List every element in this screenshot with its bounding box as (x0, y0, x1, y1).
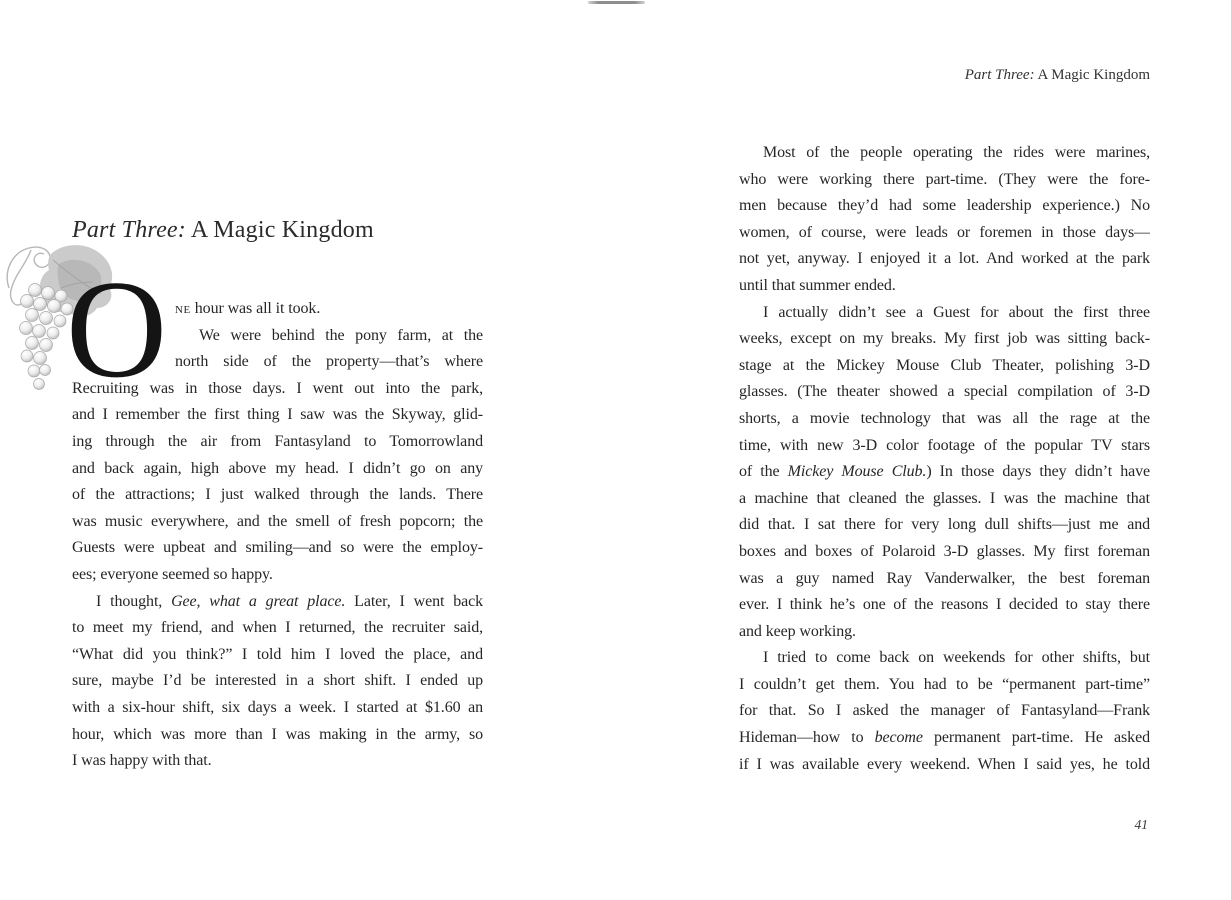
text-line (739, 592, 1150, 619)
text-segment: a machine that cleaned the glasses. I was the machine that (739, 489, 1150, 507)
text-segment: and back again, high above my head. I didn’t go on any (72, 459, 483, 477)
text-segment: permanent part-time. He asked (922, 729, 1150, 747)
text-line (739, 353, 1150, 380)
text-line (739, 167, 1150, 194)
text-segment: if I was available every weekend. When I said yes, he told (739, 755, 1150, 773)
text-line (739, 725, 1150, 752)
text-line (72, 509, 483, 536)
text-line (739, 273, 1150, 300)
text-line (739, 512, 1150, 539)
text-segment: women, of course, were leads or foremen in those days— (739, 223, 1150, 241)
text-segment: with a six-hour shift, six days a week. I started at $1.60 an (72, 698, 483, 716)
text-line (739, 300, 1150, 327)
text-line (72, 722, 483, 749)
text-line (72, 429, 483, 456)
italic-text: become (874, 729, 923, 747)
text-line (739, 698, 1150, 725)
text-line (739, 406, 1150, 433)
text-segment: sure, maybe I’d be interested in a short shift. I ended up (72, 672, 483, 690)
text-segment: Later, I went back (345, 592, 483, 610)
page-number: 41 (1134, 817, 1148, 832)
chapter-title-name: A Magic Kingdom (185, 217, 374, 243)
text-segment: Most of the people operating the rides were marines, (763, 144, 1150, 161)
left-page (66, 0, 483, 900)
text-segment: ) In those days they didn’t have (926, 463, 1150, 481)
text-segment: and I remember the first thing I saw was the Skyway, glid- (72, 406, 483, 424)
text-line (72, 535, 483, 562)
paragraph (739, 140, 1150, 300)
text-line (739, 326, 1150, 353)
text-segment: men because they’d had some leadership experience.) No (739, 197, 1150, 215)
text-segment: was music everywhere, and the smell of fresh popcorn; the (72, 512, 483, 530)
paragraph (72, 589, 483, 775)
text-line (175, 296, 483, 323)
text-line (72, 562, 483, 589)
text-line (739, 193, 1150, 220)
text-line (739, 459, 1150, 486)
text-segment: I couldn’t get them. You had to be “permanent part-time” (739, 675, 1150, 693)
text-line (72, 456, 483, 483)
paragraph (739, 645, 1150, 778)
text-line (739, 619, 1150, 646)
running-header-name: A Magic Kingdom (1034, 67, 1150, 83)
text-segment: shorts, a movie technology that was all the rage at the (739, 409, 1150, 427)
paragraph (739, 300, 1150, 646)
text-segment: I actually didn’t see a Guest for about the first three (763, 303, 1150, 321)
text-segment: ees; everyone seemed so happy. (72, 565, 273, 583)
text-line (739, 220, 1150, 247)
text-segment: was a guy named Ray Vanderwalker, the best foreman (739, 569, 1150, 587)
text-segment: boxes and boxes of Polaroid 3-D glasses. My first foreman (739, 542, 1150, 560)
text-line (739, 672, 1150, 699)
text-line (739, 486, 1150, 513)
text-segment: to meet my friend, and when I returned, the recruiter said, (72, 619, 483, 637)
text-segment: I thought, (96, 592, 172, 610)
text-line (739, 752, 1150, 779)
text-segment: ing through the air from Fantasyland to Tomorrowland (72, 432, 483, 450)
text-segment: Hideman—how to (739, 729, 875, 747)
text-segment: time, with new 3-D color footage of the popular TV stars (739, 436, 1150, 454)
text-segment: and keep working. (739, 622, 856, 640)
text-line (72, 642, 483, 669)
text-line (739, 539, 1150, 566)
text-segment: not yet, anyway. I enjoyed it a lot. And worked at the park (739, 250, 1150, 268)
text-segment: glasses. (The theater showed a special compilation of 3-D (739, 383, 1150, 401)
text-segment: Guests were upbeat and smiling—and so were the employ- (72, 539, 483, 557)
text-line (72, 748, 483, 775)
italic-text: Gee, what a great place. (171, 592, 346, 610)
text-line (175, 349, 483, 376)
right-page-body-text (739, 140, 1150, 778)
italic-text: Mickey Mouse Club. (787, 463, 927, 481)
text-line (72, 482, 483, 509)
small-caps-text: ne (175, 300, 191, 317)
drop-cap-block (66, 252, 175, 407)
running-header-part-label: Part Three: (964, 67, 1035, 83)
right-page (739, 0, 1150, 900)
text-segment: until that summer ended. (739, 276, 896, 294)
text-line (175, 323, 483, 350)
running-header (965, 65, 1150, 85)
toolbar-reveal-handle[interactable] (588, 1, 645, 4)
text-line (739, 379, 1150, 406)
text-line (739, 433, 1150, 460)
text-segment: did that. I sat there for very long dull shifts—just me and (739, 516, 1150, 534)
text-segment: I was happy with that. (72, 752, 212, 770)
text-segment: north side of the property—that’s where (175, 353, 483, 371)
text-segment: Recruiting was in those days. I went out into the park, (72, 379, 483, 397)
drop-cap: O (66, 252, 168, 407)
text-segment: hour, which was more than I was making in the army, so (72, 725, 483, 743)
text-line (739, 645, 1150, 672)
text-segment: for that. So I asked the manager of Fantasyland—Frank (739, 702, 1150, 720)
text-line (739, 566, 1150, 593)
text-line (739, 246, 1150, 273)
text-line (72, 615, 483, 642)
text-segment: weeks, except on my breaks. My first job was sitting back- (739, 330, 1150, 348)
text-line (72, 589, 483, 616)
text-segment: We were behind the pony farm, at the (199, 326, 483, 344)
text-line (739, 140, 1150, 167)
chapter-title-part-label: Part Three: (72, 217, 186, 243)
text-line (72, 695, 483, 722)
text-segment: of the (739, 463, 788, 481)
text-segment: who were working there part-time. (They were the fore- (739, 170, 1150, 188)
text-segment: ever. I think he’s one of the reasons I decided to stay there (739, 596, 1150, 614)
text-segment: I tried to come back on weekends for other shifts, but (763, 649, 1150, 667)
text-segment: of the attractions; I just walked through the lands. There (72, 486, 483, 504)
text-segment: stage at the Mickey Mouse Club Theater, polishing 3-D (739, 356, 1150, 374)
text-line (72, 668, 483, 695)
text-segment: hour was all it took. (190, 300, 321, 317)
text-segment: “What did you think?” I told him I loved the place, and (72, 645, 483, 663)
left-page-body-text (66, 252, 483, 775)
